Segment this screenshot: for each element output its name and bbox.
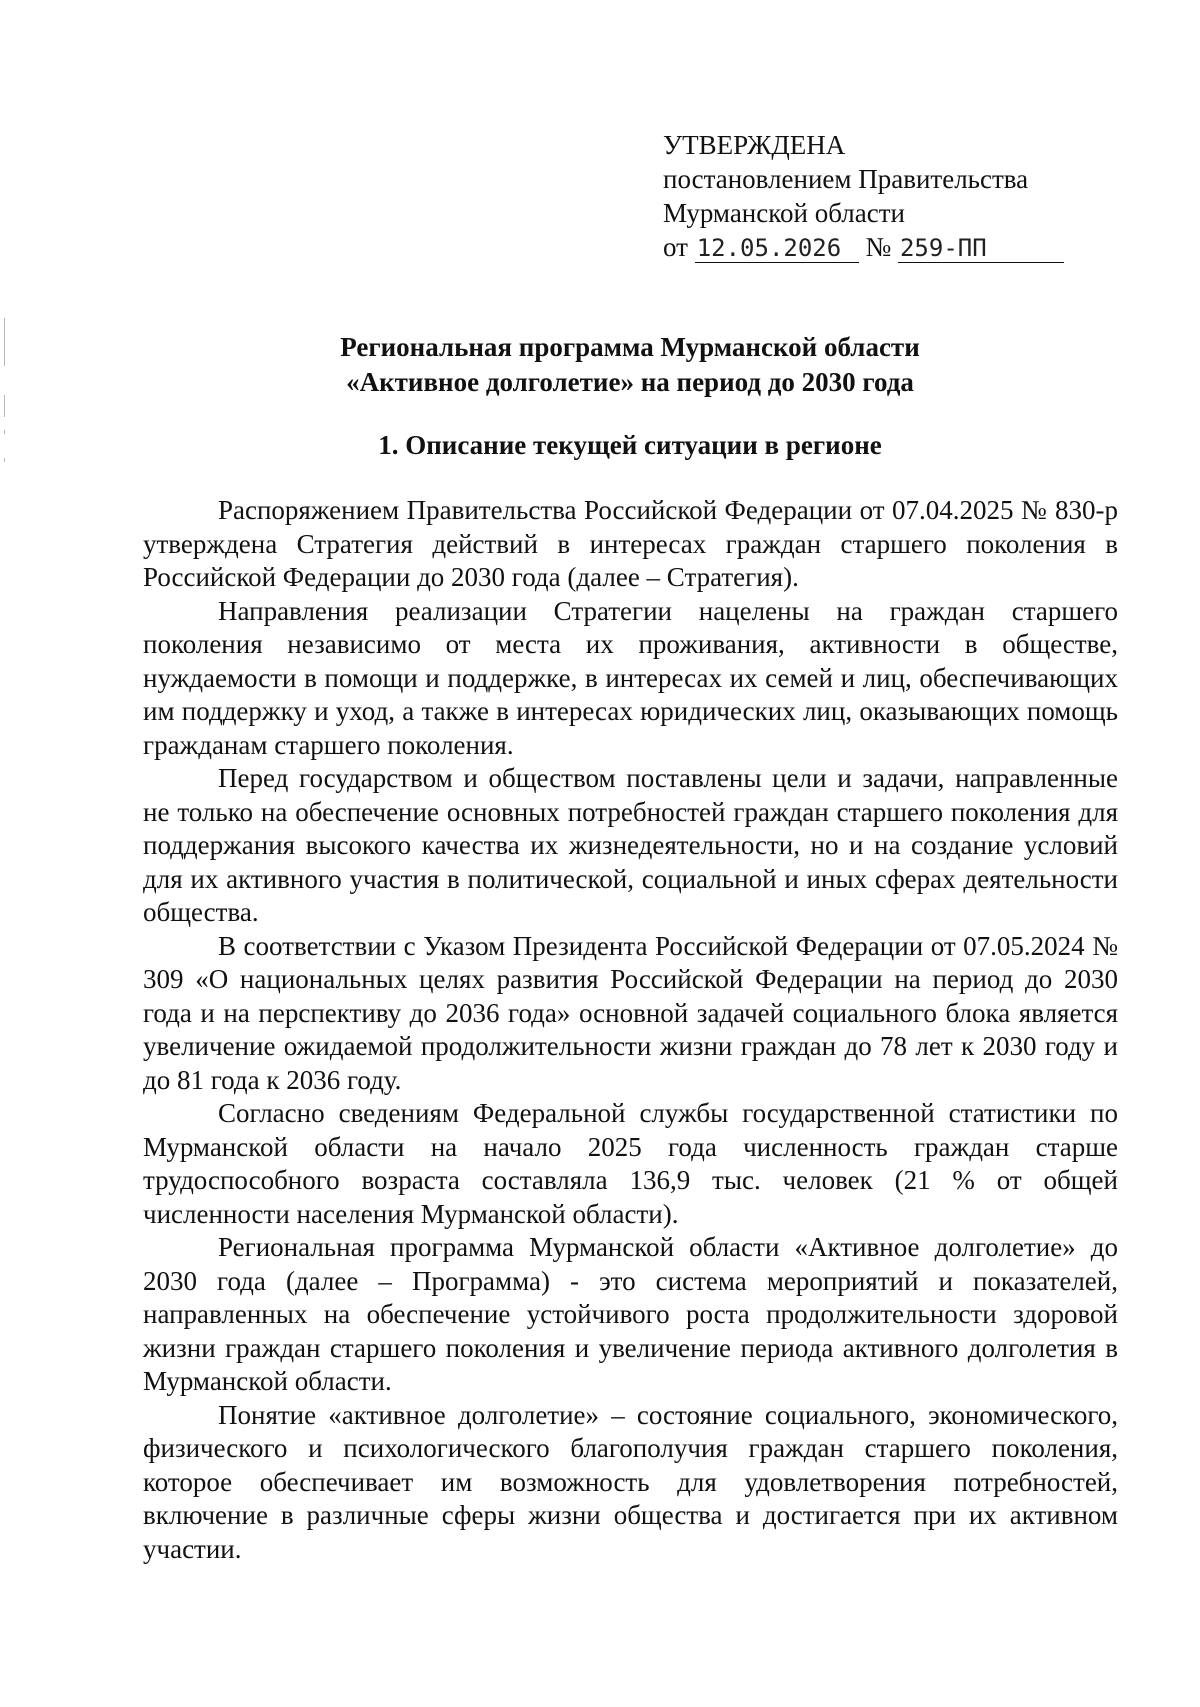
document-title-line-2: «Активное долголетие» на период до 2030 года <box>346 367 914 397</box>
approval-date: 12.05.2026 <box>695 234 859 263</box>
paragraph: В соответствии с Указом Президента Российской Федерации от 07.05.2024 № 309 «О национальных целях развития Российской Федерации на период до 2030 года и на перспективу до 2036 года» основной задачей социального блока является увеличение ожидаемой продолжительности жизни граждан до 78 лет к 2030 году и до 81 года к 2036 году. <box>143 930 1118 1095</box>
document-title-line-1: Региональная программа Мурманской области <box>340 332 920 362</box>
document-body <box>143 494 1118 1566</box>
approval-status: УТВЕРЖДЕНА <box>663 130 846 160</box>
section-heading: 1. Описание текущей ситуации в регионе <box>378 430 882 460</box>
paragraph: Региональная программа Мурманской области «Активное долголетие» до 2030 года (далее – Программа) - это система мероприятий и показателей, направленных на обеспечение устойчивого роста продолжительности здоровой жизни граждан старшего поколения и увеличение периода активного долголетия в Мурманской области. <box>143 1232 1118 1396</box>
scan-artifact <box>4 430 5 434</box>
approval-line-1: постановлением Правительства <box>663 164 1029 194</box>
scan-artifact <box>4 458 5 462</box>
approval-number: 259-ПП <box>898 234 1064 263</box>
approval-date-prefix: от <box>663 232 688 262</box>
approval-stamp-block <box>663 128 1083 264</box>
paragraph: Распоряжением Правительства Российской Федерации от 07.04.2025 № 830-р утверждена Стратегия действий в интересах граждан старшего поколения в Российской Федерации до 2030 года (далее – Стратегия). <box>143 495 1118 592</box>
paragraph: Понятие «активное долголетие» – состояние социального, экономического, физического и психологического благополучия граждан старшего поколения, которое обеспечивает им возможность для удовлетворения потребностей, включение в различные сферы жизни общества и достигается при их активном участии. <box>143 1399 1118 1564</box>
paragraph: Перед государством и обществом поставлены цели и задачи, направленные не только на обеспечение основных потребностей граждан старшего поколения для поддержания высокого качества их жизнедеятельности, но и на создание условий для их активного участия в политической, социальной и иных сферах деятельности общества. <box>143 763 1118 927</box>
approval-number-prefix: № <box>865 232 892 262</box>
scan-artifact <box>4 318 5 366</box>
approval-line-2: Мурманской области <box>663 198 905 228</box>
document-title <box>150 330 1110 400</box>
scan-artifact <box>4 395 5 417</box>
paragraph: Направления реализации Стратегии нацелены на граждан старшего поколения независимо от места их проживания, активности в обществе, нуждаемости в помощи и поддержке, в интересах их семей и лиц, обеспечивающих им поддержку и уход, а также в интересах юридических лиц, оказывающих помощь гражданам старшего поколения. <box>143 595 1118 760</box>
approval-date-number-line <box>663 230 1083 264</box>
paragraph: Согласно сведениям Федеральной службы государственной статистики по Мурманской области на начало 2025 года численность граждан старше трудоспособного возраста составляла 136,9 тыс. человек (21 % от общей численности населения Мурманской области). <box>143 1098 1118 1229</box>
